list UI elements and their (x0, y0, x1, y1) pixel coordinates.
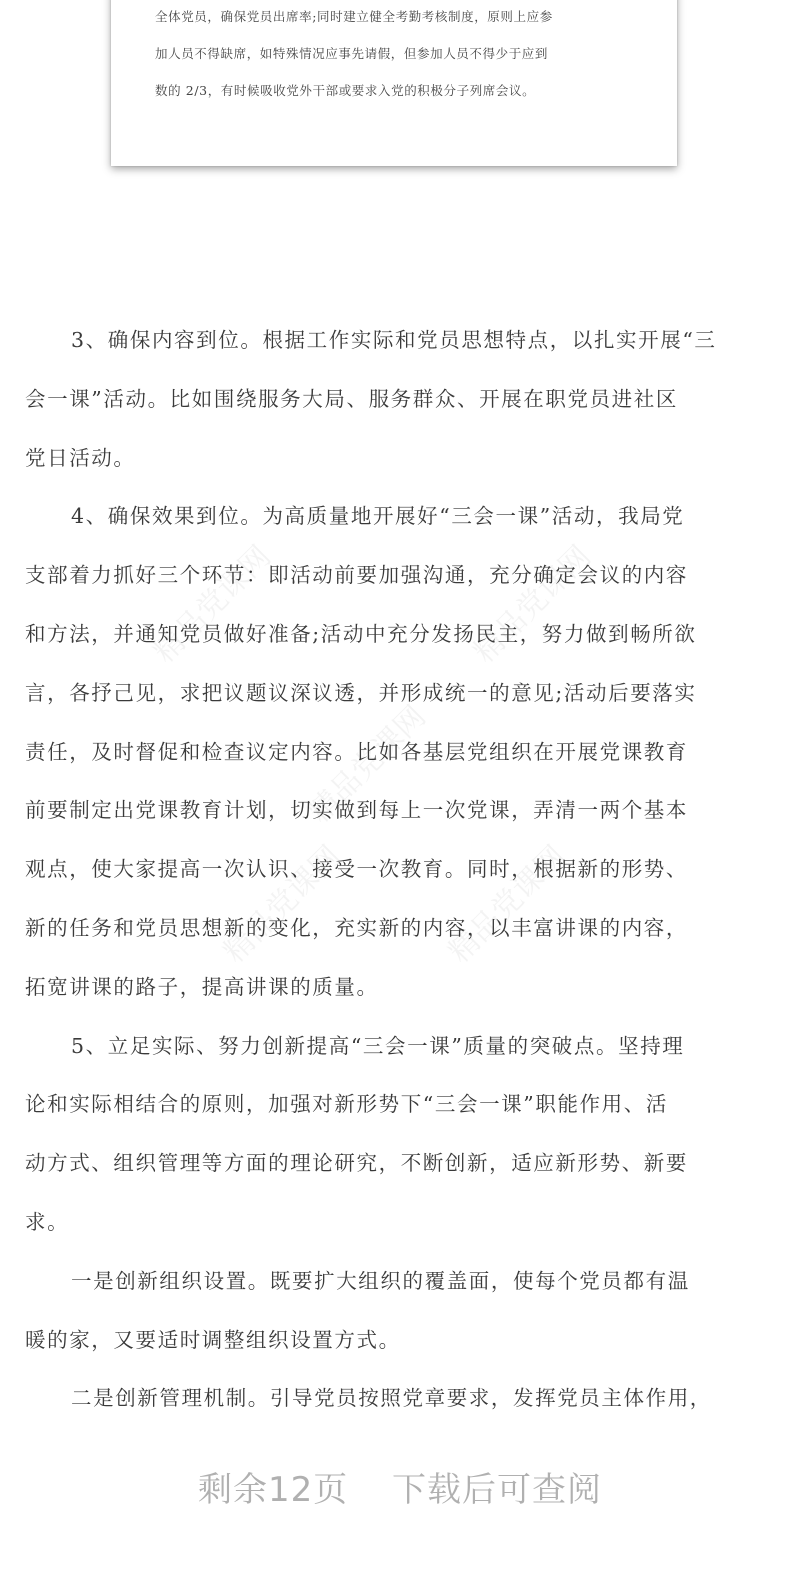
paragraph-line: 责任，及时督促和检查议定内容。比如各基层党组织在开展党课教育 (25, 739, 688, 764)
paragraph-line: 5、立足实际、努力创新提高“三会一课”质量的突破点。坚持理 (71, 1033, 685, 1058)
download-to-view-label: 下载后可查阅 (392, 1470, 603, 1510)
paragraph-line: 观点，使大家提高一次认识、接受一次教育。同时，根据新的形势、 (25, 857, 688, 882)
watermark: 精品党课网 (442, 839, 573, 970)
paragraph-line: 拓宽讲课的路子，提高讲课的质量。 (25, 974, 379, 999)
paragraph-line: 暖的家，又要适时调整组织设置方式。 (25, 1327, 401, 1352)
page-preview-card (111, 0, 677, 166)
paragraph-line: 动方式、组织管理等方面的理论研究，不断创新，适应新形势、新要 (25, 1151, 688, 1176)
document-body (25, 311, 777, 1428)
paragraph-line: 前要制定出党课教育计划，切实做到每上一次党课，弄清一两个基本 (25, 798, 688, 823)
watermark: 精品党课网 (467, 539, 598, 670)
paragraph-line: 4、确保效果到位。为高质量地开展好“三会一课”活动，我局党 (71, 504, 685, 529)
preview-line: 全体党员，确保党员出席率;同时建立健全考勤考核制度，原则上应参 (155, 9, 553, 24)
watermark: 精品党课网 (217, 839, 348, 970)
paragraph-line: 支部着力抓好三个环节：即活动前要加强沟通，充分确定会议的内容 (25, 563, 688, 588)
paragraph-line: 新的任务和党员思想新的变化，充实新的内容，以丰富讲课的内容， (25, 915, 688, 940)
paragraph-line: 言，各抒己见，求把议题议深议透，并形成统一的意见;活动后要落实 (25, 680, 697, 705)
watermark: 精品党课网 (302, 699, 433, 830)
remaining-pages-label: 剩余12页 (197, 1470, 349, 1510)
preview-line: 数的 2/3，有时候吸收党外干部或要求入党的积极分子列席会议。 (155, 83, 536, 98)
paragraph-line: 会一课”活动。比如围绕服务大局、服务群众、开展在职党员进社区 (25, 386, 678, 411)
watermark: 精品党课网 (147, 539, 278, 670)
paragraph-line: 和方法，并通知党员做好准备;活动中充分发扬民主，努力做到畅所欲 (25, 621, 697, 646)
paragraph-line: 论和实际相结合的原则，加强对新形势下“三会一课”职能作用、活 (25, 1092, 668, 1117)
download-prompt[interactable] (0, 1462, 800, 1511)
paragraph-line: 3、确保内容到位。根据工作实际和党员思想特点，以扎实开展“三 (71, 328, 717, 352)
paragraph-line: 二是创新管理机制。引导党员按照党章要求，发挥党员主体作用， (71, 1386, 712, 1411)
paragraph-line: 党日活动。 (25, 445, 136, 470)
page-preview-text (155, 0, 645, 109)
paragraph-line: 求。 (25, 1209, 70, 1234)
preview-line: 加人员不得缺席，如特殊情况应事先请假，但参加人员不得少于应到 (155, 46, 549, 61)
paragraph-line: 一是创新组织设置。既要扩大组织的覆盖面，使每个党员都有温 (71, 1268, 690, 1293)
